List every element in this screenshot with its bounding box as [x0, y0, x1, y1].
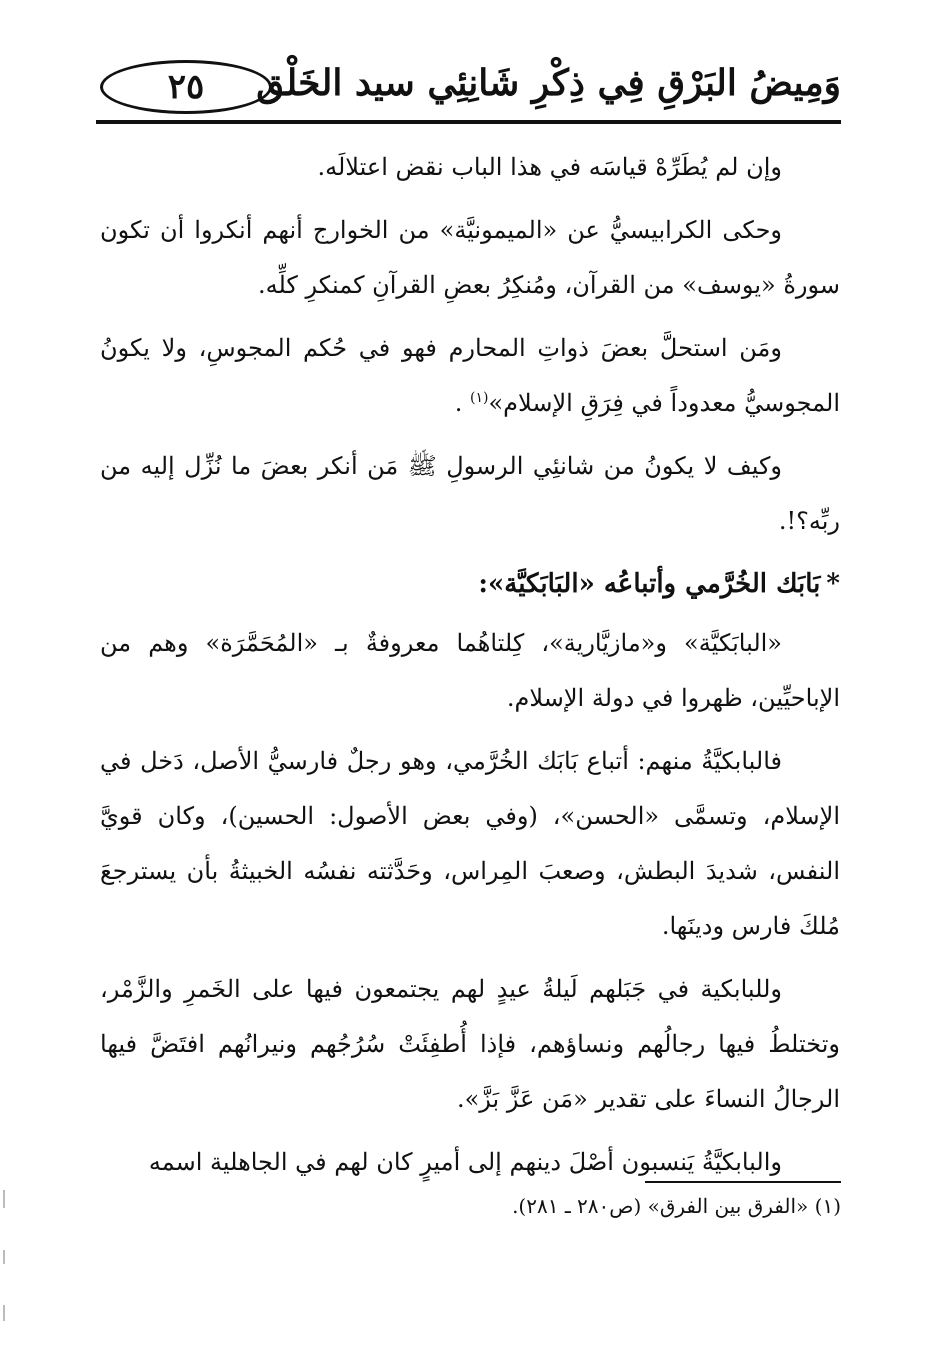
page-header	[96, 54, 841, 122]
section-heading-text: بَابَك الخُرَّمي وأتباعُه «البَابَكيَّة»:	[478, 569, 821, 599]
scan-mark	[3, 1190, 5, 1208]
body-text	[100, 140, 840, 1198]
paragraph: فالبابكيَّةُ منهم: أتباع بَابَك الخُرَّمي، وهو رجلٌ فارسيُّ الأصل، دَخل في الإسلام، وتسمَّى «الحسن»، (وفي بعض الأصول: الحسين)، وكان قويَّ النفس، شديدَ البطش، وصعبَ المِراس، وحَدَّثته نفسُه الخبيثةُ بأن يسترجعَ مُلكَ فارس ودينَها.	[100, 747, 840, 940]
paragraph	[100, 321, 840, 431]
page-number: ٢٥	[100, 60, 272, 114]
paragraph-text: ومَن استحلَّ بعضَ ذواتِ المحارم فهو في حُكم المجوسِ، ولا يكونُ المجوسيُّ معدوداً في فِرَقِ الإسلام»	[100, 334, 840, 417]
paragraph: وللبابكية في جَبَلهم لَيلةُ عيدٍ لهم يجتمعون فيها على الخَمرِ والزَّمْر، وتختلطُ فيها رجالُهم ونساؤهم، فإذا أُطفِئَتْ سُرُجُهم ونيرانُهم افتَضَّ فيها الرجالُ النساءَ على تقدير «مَن عَزَّ بَزَّ».	[100, 975, 840, 1113]
paragraph: وكيف لا يكونُ من شانئِي الرسولِ ﷺ مَن أنكر بعضَ ما نُزِّل إليه من ربِّه؟!.	[100, 452, 840, 535]
paragraph: والبابكيَّةُ يَنسبون أصْلَ دينهم إلى أميرٍ كان لهم في الجاهلية اسمه	[148, 1148, 782, 1176]
footnote-ref[interactable]: (١)	[470, 390, 489, 406]
paragraph-end: .	[454, 389, 471, 417]
paragraph: «البابَكيَّة» و«مازيَّارية»، كِلتاهُما معروفةٌ بـ «المُحَمَّرَة» وهم من الإباحيِّين، ظهروا في دولة الإسلام.	[100, 629, 840, 712]
footnote-rule	[645, 1181, 841, 1183]
paragraph: وإن لم يُطَرِّهْ قياسَه في هذا الباب نقض اعتلالَه.	[317, 153, 782, 181]
star-bullet: *	[826, 569, 840, 599]
running-title: وَمِيضُ البَرْقِ فِي ذِكْرِ شَانِئِي سيد الخَلْق	[256, 62, 841, 104]
header-rule	[96, 120, 841, 124]
section-heading	[100, 557, 840, 612]
footnote: (١) «الفرق بين الفرق» (ص٢٨٠ ـ ٢٨١).	[512, 1194, 841, 1218]
scan-mark	[3, 1250, 5, 1264]
scan-mark	[3, 1305, 5, 1321]
paragraph: وحكى الكرابيسيُّ عن «الميمونيَّة» من الخوارج أنهم أنكروا أن تكون سورةُ «يوسف» من القرآن، ومُنكِرُ بعضِ القرآنِ كمنكرِ كلِّه.	[100, 216, 840, 299]
